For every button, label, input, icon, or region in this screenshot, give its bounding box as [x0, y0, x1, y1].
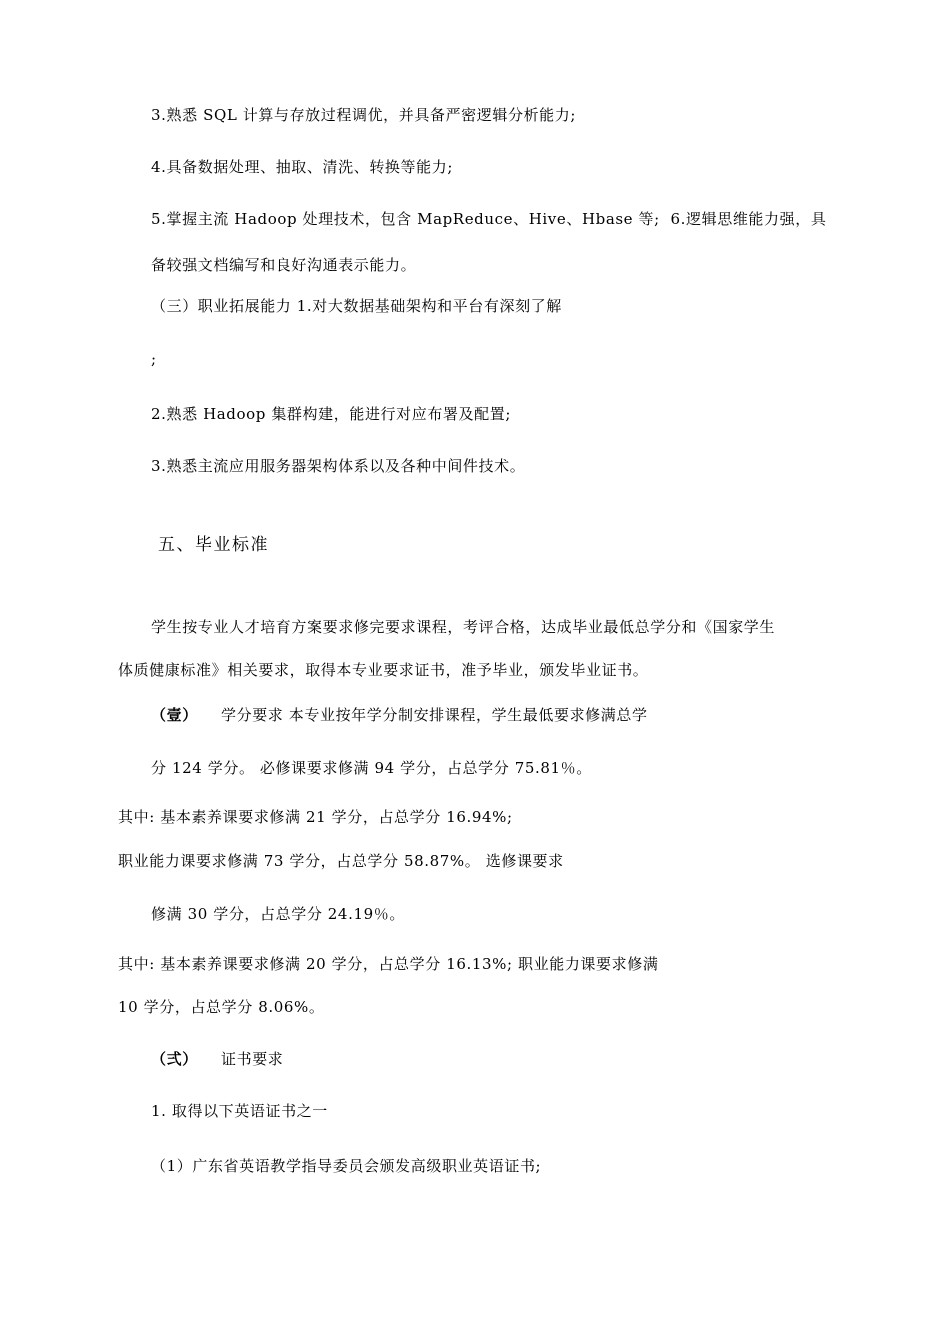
paragraph-line: 学生按专业人才培育方案要求修完要求课程，考评合格，达成毕业最低总学分和《国家学生	[151, 618, 776, 636]
paragraph-line: 10 学分，占总学分 8.06%。	[118, 998, 325, 1016]
section-heading: 五、毕业标准	[158, 535, 269, 555]
paragraph-line: 4.具备数据处理、抽取、清洗、转换等能力;	[151, 158, 453, 176]
paragraph-line: 体质健康标准》相关要求，取得本专业要求证书，准予毕业，颁发毕业证书。	[118, 661, 649, 679]
paragraph-line: 其中: 基本素养课要求修满 21 学分，占总学分 16.94%;	[118, 808, 513, 826]
paragraph-line: 其中: 基本素养课要求修满 20 学分，占总学分 16.13%; 职业能力课要求修满	[118, 955, 659, 973]
paragraph-line: 1. 取得以下英语证书之一	[151, 1102, 328, 1120]
paragraph-line: 2.熟悉 Hadoop 集群构建，能进行对应布署及配置;	[151, 405, 511, 423]
paragraph-line: 分 124 学分。 必修课要求修满 94 学分，占总学分 75.81％。	[151, 759, 592, 777]
paragraph-line: 修满 30 学分，占总学分 24.19％。	[151, 905, 405, 923]
subsection-marker: （壹）	[151, 706, 198, 724]
paragraph-line: （1）广东省英语教学指导委员会颁发高级职业英语证书;	[151, 1157, 542, 1175]
paragraph-line: 3.熟悉主流应用服务器架构体系以及各种中间件技术。	[151, 457, 526, 475]
paragraph-line: 备较强文档编写和良好沟通表示能力。	[151, 256, 417, 274]
paragraph-line: 5.掌握主流 Hadoop 处理技术，包含 MapReduce、Hive、Hbase 等; 6.逻辑思维能力强，具	[151, 210, 827, 228]
subsection-marker: （弍）	[151, 1050, 198, 1068]
paragraph-line: ;	[151, 350, 157, 368]
paragraph-line: （三）职业拓展能力 1.对大数据基础架构和平台有深刻了解	[151, 297, 562, 315]
paragraph-line: 学分要求 本专业按年学分制安排课程，学生最低要求修满总学	[221, 706, 648, 724]
paragraph-line: 3.熟悉 SQL 计算与存放过程调优，并具备严密逻辑分析能力;	[151, 106, 577, 124]
paragraph-line: 证书要求	[221, 1050, 284, 1068]
paragraph-line: 职业能力课要求修满 73 学分，占总学分 58.87%。 选修课要求	[118, 852, 564, 870]
